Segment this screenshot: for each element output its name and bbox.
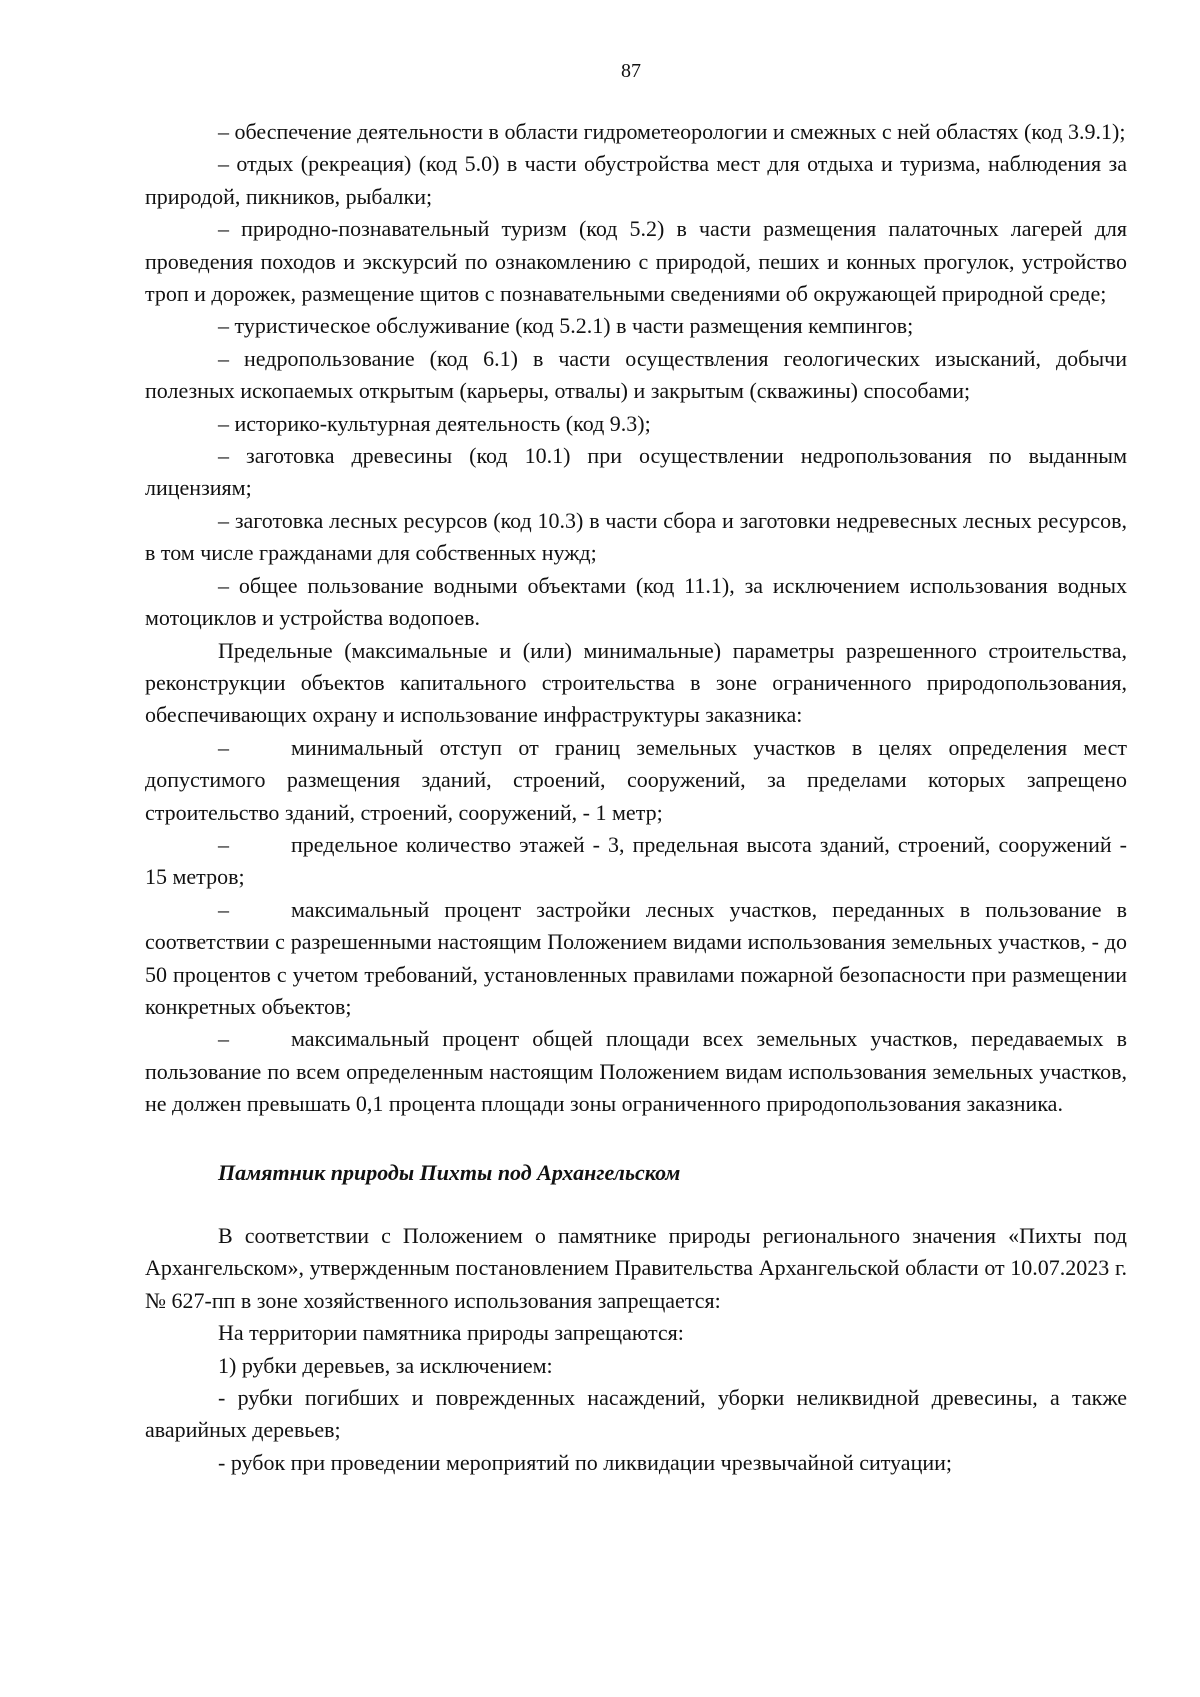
param-item bbox=[145, 894, 1127, 1024]
param-item-text: минимальный отступ от границ земельных участков в целях определения мест допустимого размещения зданий, строений, сооружений, за пределами которых запрещено строительство зданий, строений, сооружений, - 1 метр; bbox=[145, 734, 1127, 825]
list-item: – природно-познавательный туризм (код 5.2) в части размещения палаточных лагерей для проведения походов и экскурсий по ознакомлению с природой, пеших и конных прогулок, устройство троп и дорожек, размещение щитов с познавательными сведениями об окружающей природной среде; bbox=[145, 216, 1127, 307]
param-item bbox=[145, 732, 1127, 829]
list-item: – обеспечение деятельности в области гидрометеорологии и смежных с ней областях (код 3.9.1); bbox=[218, 119, 1126, 144]
list-item: – историко-культурная деятельность (код 9.3); bbox=[218, 410, 651, 436]
dash-marker: – bbox=[218, 734, 229, 760]
section-paragraph: - рубки погибших и поврежденных насаждений, уборки неликвидной древесины, а также аварийных деревьев; bbox=[145, 1385, 1127, 1443]
dash-marker: – bbox=[218, 896, 229, 922]
document-body bbox=[145, 116, 1127, 1479]
section-heading: Памятник природы Пихты под Архангельском bbox=[218, 1159, 681, 1185]
section-paragraph: 1) рубки деревьев, за исключением: bbox=[218, 1352, 553, 1378]
page-number: 87 bbox=[621, 60, 641, 82]
dash-marker: – bbox=[218, 1026, 229, 1052]
section-paragraph: На территории памятника природы запрещаются: bbox=[218, 1320, 684, 1346]
list-item: – туристическое обслуживание (код 5.2.1) в части размещения кемпингов; bbox=[218, 313, 914, 339]
list-item: – недропользование (код 6.1) в части осуществления геологических изысканий, добычи полезных ископаемых открытым (карьеры, отвалы) и закрытым (скважины) способами; bbox=[145, 345, 1127, 404]
params-intro-paragraph: Предельные (максимальные и (или) минимальные) параметры разрешенного строительства, реконструкции объектов капитального строительства в зоне ограниченного природопользования, обеспечивающих охрану и использование инфраструктуры заказника: bbox=[145, 637, 1127, 728]
param-item-text: максимальный процент застройки лесных участков, переданных в пользование в соответствии с разрешенными настоящим Положением видами использования земельных участков, - до 50 процентов с учетом требований, установленных правилами пожарной безопасности при размещении конкретных объектов; bbox=[145, 896, 1127, 1019]
list-item: – отдых (рекреация) (код 5.0) в части обустройства мест для отдыха и туризма, наблюдения за природой, пикников, рыбалки; bbox=[145, 151, 1127, 209]
param-item bbox=[145, 1023, 1127, 1120]
section-paragraph: - рубок при проведении мероприятий по ликвидации чрезвычайной ситуации; bbox=[218, 1449, 953, 1475]
list-item: – заготовка древесины (код 10.1) при осуществлении недропользования по выданным лицензиям; bbox=[145, 443, 1127, 501]
section-paragraph: В соответствии с Положением о памятнике природы регионального значения «Пихты под Архангельском», утвержденным постановлением Правительства Архангельской области от 10.07.2023 г. № 627-пп в зоне хозяйственного использования запрещается: bbox=[145, 1223, 1127, 1313]
param-item bbox=[145, 829, 1127, 894]
list-item: – заготовка лесных ресурсов (код 10.3) в части сбора и заготовки недревесных лесных ресурсов, в том числе гражданами для собственных нужд; bbox=[145, 507, 1127, 566]
param-item-text: максимальный процент общей площади всех земельных участков, передаваемых в пользование по всем определенным настоящим Положением видам использования земельных участков, не должен превышать 0,1 процента площади зоны ограниченного природопользования заказника. bbox=[145, 1026, 1127, 1117]
param-item-text: предельное количество этажей - 3, предельная высота зданий, строений, сооружений - 15 метров; bbox=[145, 831, 1127, 890]
list-item: – общее пользование водными объектами (код 11.1), за исключением использования водных мотоциклов и устройства водопоев. bbox=[145, 572, 1127, 631]
dash-marker: – bbox=[218, 831, 229, 857]
